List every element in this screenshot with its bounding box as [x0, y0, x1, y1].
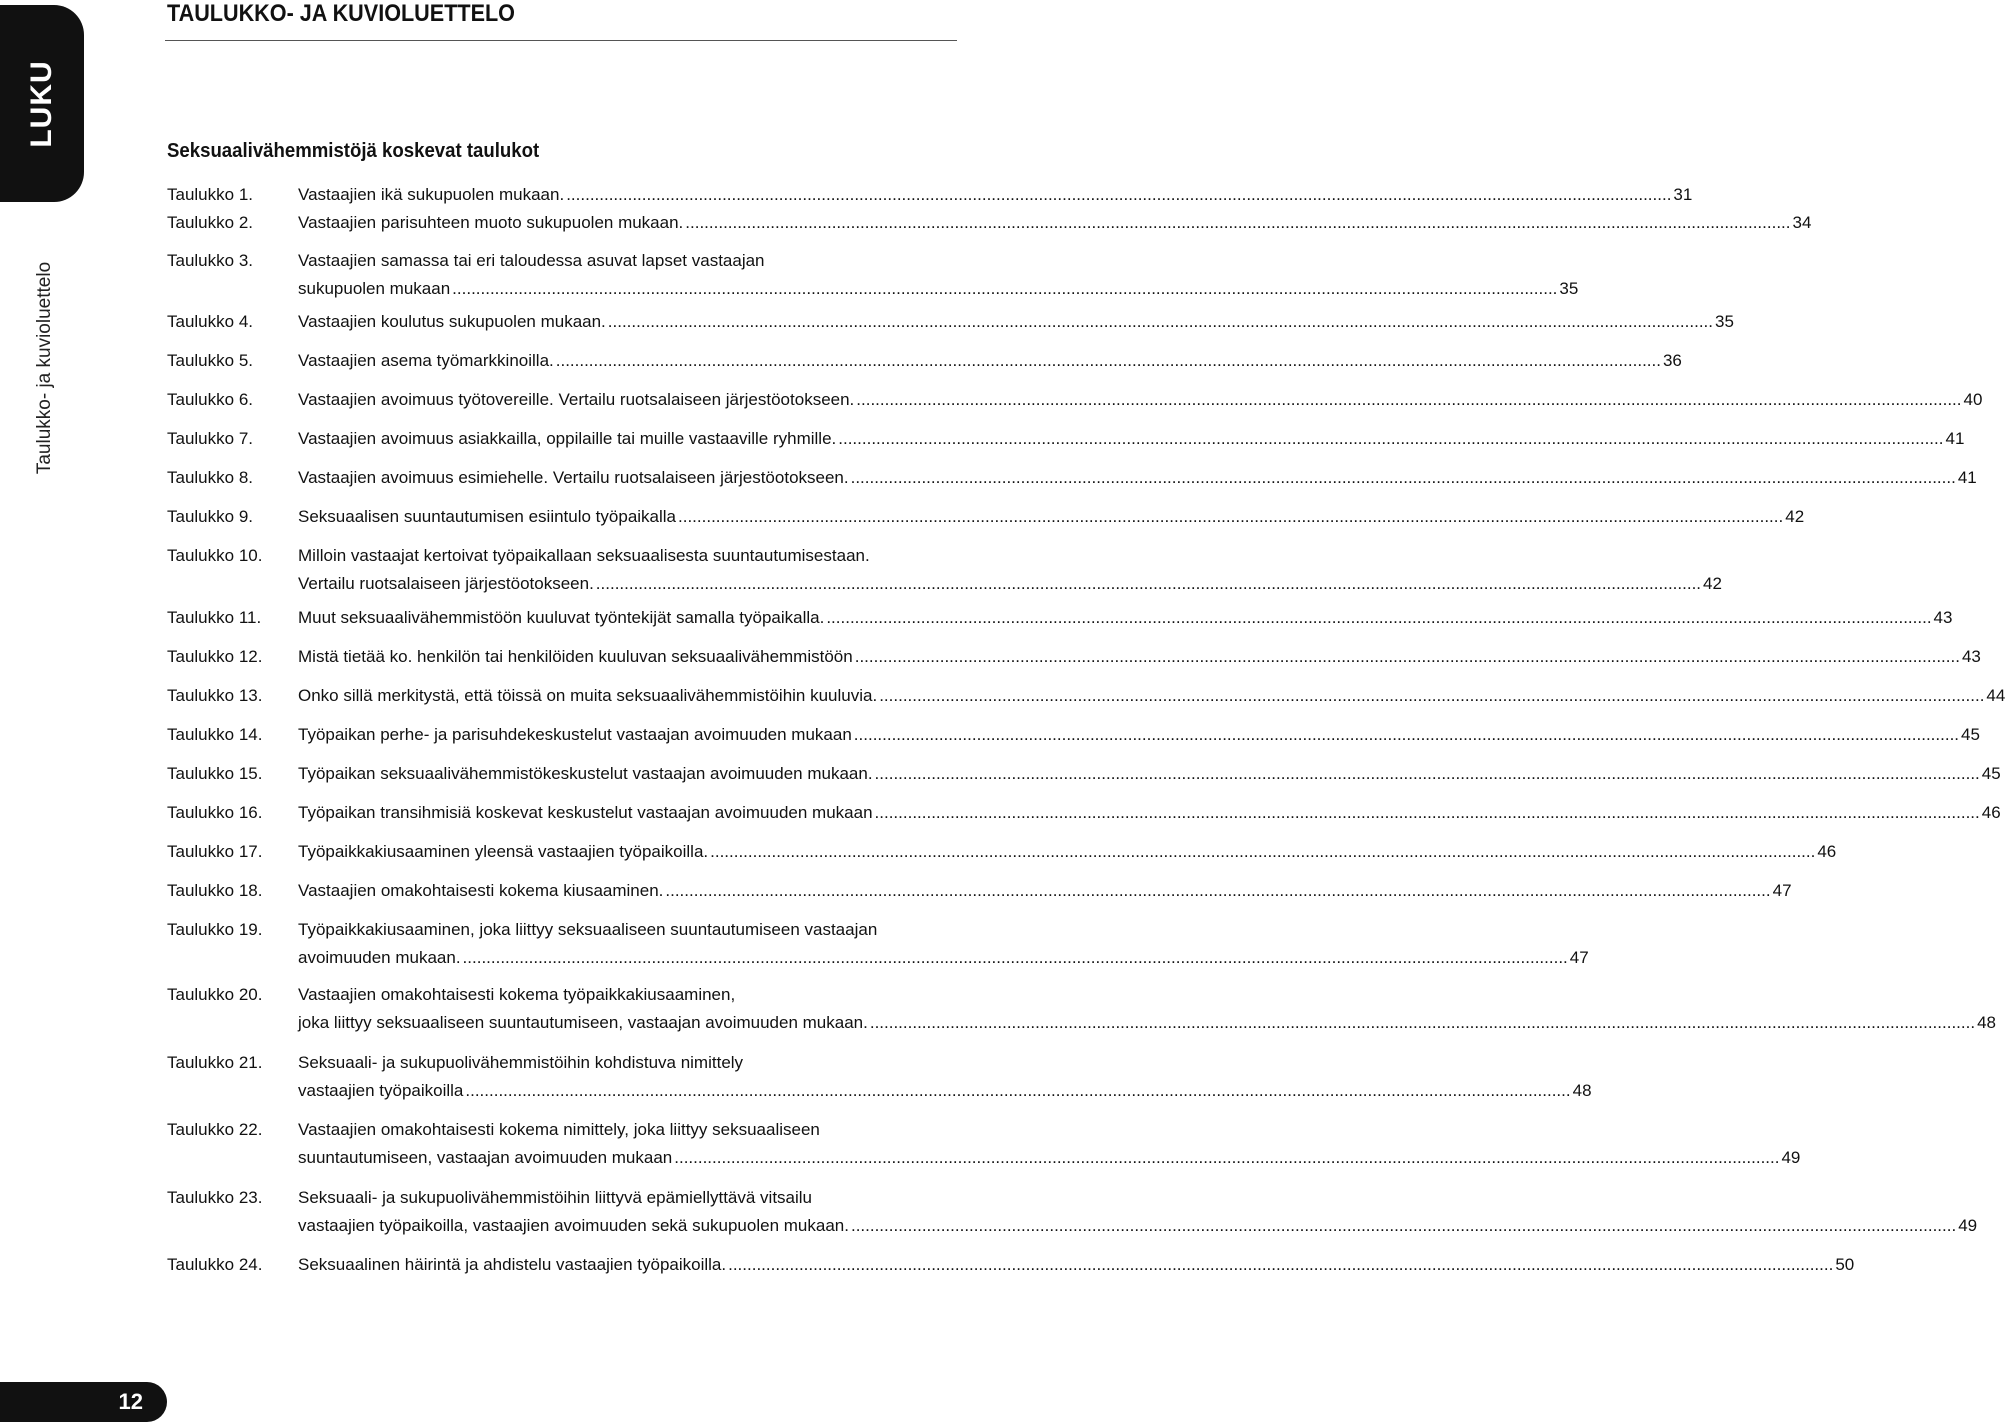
toc-entry-page: 48	[1977, 1013, 1996, 1032]
toc-entry-title: avoimuuden mukaan.	[298, 948, 461, 967]
toc-entry-title: Vastaajien avoimuus työtovereille. Vertailu ruotsalaiseen järjestöotokseen.	[298, 390, 855, 409]
toc-entry-number: Taulukko 8.	[167, 468, 253, 487]
toc-entry-page: 35	[1559, 279, 1579, 298]
toc-entry-title: vastaajien työpaikoilla	[298, 1081, 464, 1100]
toc-leader-dots	[674, 1144, 1779, 1172]
toc-entry-page: 43	[1933, 608, 1953, 627]
toc-entry-number: Taulukko 14.	[167, 725, 263, 744]
toc-entry-title: Vertailu ruotsalaiseen järjestöotokseen.	[298, 574, 594, 593]
toc-entry-line	[298, 1184, 955, 1212]
toc-entry	[167, 1049, 1592, 1105]
toc-entry-number: Taulukko 17.	[167, 842, 263, 861]
toc-entry-line	[298, 760, 2001, 788]
toc-leader-dots	[855, 643, 1960, 671]
toc-leader-dots	[875, 799, 1980, 827]
toc-entry	[167, 799, 2001, 827]
toc-entry-line	[298, 838, 1837, 866]
toc-entry-number: Taulukko 23.	[167, 1188, 263, 1207]
toc-entry-number: Taulukko 3.	[167, 251, 253, 270]
toc-leader-dots	[596, 570, 1701, 598]
toc-entry-page: 45	[1981, 764, 2001, 783]
toc-entry-number: Taulukko 24.	[167, 1255, 263, 1274]
toc-leader-dots	[465, 1077, 1570, 1105]
toc-entry-page: 43	[1961, 647, 1981, 666]
toc-entry-number: Taulukko 21.	[167, 1053, 263, 1072]
toc-entry-page: 34	[1792, 213, 1812, 232]
page-number-tab	[0, 1382, 167, 1422]
toc-entry-number: Taulukko 18.	[167, 881, 263, 900]
toc-entry-number: Taulukko 22.	[167, 1120, 263, 1139]
toc-entry	[167, 247, 1579, 303]
toc-entry-line	[298, 981, 955, 1009]
toc-entry	[167, 682, 2005, 710]
toc-entry-title: Seksuaalinen häirintä ja ahdistelu vastaajien työpaikoilla.	[298, 1255, 727, 1274]
toc-entry-title: Työpaikan seksuaalivähemmistökeskustelut vastaajan avoimuuden mukaan.	[298, 764, 873, 783]
toc-entry-title: Muut seksuaalivähemmistöön kuuluvat työntekijät samalla työpaikalla.	[298, 608, 825, 627]
toc-entry-title: sukupuolen mukaan	[298, 279, 451, 298]
toc-entry-line	[298, 1049, 955, 1077]
toc-entry-page: 42	[1703, 574, 1722, 593]
toc-entry-title: suuntautumiseen, vastaajan avoimuuden mukaan	[298, 1148, 673, 1167]
toc-entry-title: Vastaajien parisuhteen muoto sukupuolen mukaan.	[298, 213, 684, 232]
toc-entry-title: Vastaajien omakohtaisesti kokema työpaikkakiusaaminen,	[298, 985, 736, 1004]
toc-leader-dots	[838, 425, 1943, 453]
toc-leader-dots	[851, 464, 1956, 492]
toc-entry	[167, 347, 1682, 375]
toc-leader-dots	[685, 209, 1790, 237]
toc-entry-page: 44	[1986, 686, 2005, 705]
toc-entry-title: Vastaajien omakohtaisesti kokema nimittely, joka liittyy seksuaaliseen	[298, 1120, 820, 1139]
toc-entry-title: Vastaajien avoimuus asiakkailla, oppilaille tai muille vastaaville ryhmille.	[298, 429, 837, 448]
toc-leader-dots	[678, 503, 1783, 531]
toc-entry-line	[298, 1251, 1855, 1279]
toc-leader-dots	[566, 181, 1671, 209]
toc-entry-title: Vastaajien koulutus sukupuolen mukaan.	[298, 312, 606, 331]
toc-entry-line	[298, 275, 1579, 303]
toc-entry-line	[298, 181, 1693, 209]
toc-entry-line	[298, 503, 1805, 531]
toc-entry-line	[298, 464, 1977, 492]
toc-entry	[167, 643, 1981, 671]
toc-leader-dots	[851, 1212, 1956, 1240]
toc-entry-page: 41	[1945, 429, 1965, 448]
toc-entry-line	[298, 1009, 1996, 1037]
toc-entry	[167, 542, 1722, 598]
toc-entry-title: Vastaajien avoimuus esimiehelle. Vertailu ruotsalaiseen järjestöotokseen.	[298, 468, 849, 487]
toc-entry-number: Taulukko 16.	[167, 803, 263, 822]
toc-entry-title: Milloin vastaajat kertoivat työpaikallaan seksuaalisesta suuntautumisestaan.	[298, 546, 870, 565]
toc-entry-title: Vastaajien omakohtaisesti kokema kiusaaminen.	[298, 881, 664, 900]
chapter-tab-label: LUKU	[25, 59, 58, 148]
toc-entry-page: 31	[1673, 185, 1693, 204]
toc-entry	[167, 981, 1996, 1037]
toc-entry-title: Työpaikan transihmisiä koskevat keskustelut vastaajan avoimuuden mukaan	[298, 803, 873, 822]
side-caption: Taulukko- ja kuvioluettelo	[34, 261, 55, 475]
toc-entry-line	[298, 209, 1812, 237]
toc-entry-number: Taulukko 6.	[167, 390, 253, 409]
toc-entry-title: Työpaikkakiusaaminen yleensä vastaajien työpaikoilla.	[298, 842, 709, 861]
toc-entry-number: Taulukko 12.	[167, 647, 263, 666]
toc-entry-line	[298, 308, 1734, 336]
toc-entry-number: Taulukko 5.	[167, 351, 253, 370]
toc-entry-number: Taulukko 9.	[167, 507, 253, 526]
toc-entry-title: Onko sillä merkitystä, että töissä on muita seksuaalivähemmistöihin kuuluvia.	[298, 686, 878, 705]
toc-entry-number: Taulukko 13.	[167, 686, 263, 705]
toc-entry-line	[298, 916, 955, 944]
toc-entry-page: 47	[1569, 948, 1589, 967]
toc-entry-page: 40	[1963, 390, 1983, 409]
toc-entry-page: 50	[1835, 1255, 1855, 1274]
toc-entry-page: 48	[1572, 1081, 1592, 1100]
toc-entry-title: Työpaikkakiusaaminen, joka liittyy seksuaaliseen suuntautumiseen vastaajan	[298, 920, 878, 939]
toc-leader-dots	[608, 308, 1713, 336]
toc-entry-page: 35	[1715, 312, 1734, 331]
toc-entry-line	[298, 1212, 1978, 1240]
toc-entry-page: 42	[1785, 507, 1805, 526]
toc-entry	[167, 308, 1734, 336]
toc-entry-line	[298, 604, 1953, 632]
toc-leader-dots	[826, 604, 1931, 632]
toc-entry	[167, 877, 1792, 905]
toc-entry-page: 46	[1981, 803, 2001, 822]
toc-entry	[167, 464, 1977, 492]
toc-entry-line	[298, 877, 1792, 905]
toc-entry-line	[298, 799, 2001, 827]
toc-entry-title: Vastaajien samassa tai eri taloudessa asuvat lapset vastaajan	[298, 251, 765, 270]
toc-entry	[167, 838, 1837, 866]
toc-leader-dots	[665, 877, 1770, 905]
toc-entry-line	[298, 386, 1983, 414]
toc-leader-dots	[879, 682, 1984, 710]
toc-entry	[167, 721, 1980, 749]
toc-entry-number: Taulukko 11.	[167, 608, 262, 627]
toc-leader-dots	[870, 1009, 1975, 1037]
toc-entry	[167, 181, 1693, 209]
toc-entry-line	[298, 347, 1682, 375]
page-number: 12	[118, 1389, 143, 1414]
toc-entry	[167, 1116, 1801, 1172]
toc-entry-title: Seksuaalisen suuntautumisen esiintulo työpaikalla	[298, 507, 677, 526]
toc-entry-page: 46	[1817, 842, 1837, 861]
toc-entry-title: Seksuaali- ja sukupuolivähemmistöihin liittyvä epämiellyttävä vitsailu	[298, 1188, 813, 1207]
toc-entry-line	[298, 682, 2005, 710]
toc-entry-title: Työpaikan perhe- ja parisuhdekeskustelut vastaajan avoimuuden mukaan	[298, 725, 852, 744]
page-title: TAULUKKO- JA KUVIOLUETTELO	[167, 0, 515, 27]
toc-entry-number: Taulukko 1.	[167, 185, 253, 204]
section-heading: Seksuaalivähemmistöjä koskevat taulukot	[167, 140, 540, 162]
toc-entry	[167, 209, 1812, 237]
toc-entry	[167, 503, 1805, 531]
toc-entry-number: Taulukko 10.	[167, 546, 263, 565]
toc-entry-title: Seksuaali- ja sukupuolivähemmistöihin kohdistuva nimittely	[298, 1053, 744, 1072]
toc-entry-number: Taulukko 15.	[167, 764, 263, 783]
toc-entry	[167, 386, 1983, 414]
toc-entry-page: 47	[1772, 881, 1792, 900]
toc-entry	[167, 916, 1589, 972]
toc-entry-line	[298, 1077, 1592, 1105]
toc-entry-line	[298, 247, 955, 275]
chapter-tab	[0, 5, 84, 202]
toc-entry-page: 45	[1961, 725, 1980, 744]
toc-entry-line	[298, 425, 1965, 453]
toc-leader-dots	[463, 944, 1568, 972]
toc-entry	[167, 1184, 1978, 1240]
header-rule	[165, 40, 957, 41]
toc-leader-dots	[856, 386, 1961, 414]
toc-leader-dots	[710, 838, 1815, 866]
toc-entry-page: 49	[1781, 1148, 1801, 1167]
toc-entry-number: Taulukko 2.	[167, 213, 253, 232]
toc-entry	[167, 604, 1953, 632]
toc-entry	[167, 760, 2001, 788]
toc-leader-dots	[875, 760, 1980, 788]
toc-entry	[167, 1251, 1855, 1279]
toc-leader-dots	[452, 275, 1557, 303]
toc-entry-title: joka liittyy seksuaaliseen suuntautumiseen, vastaajan avoimuuden mukaan.	[298, 1013, 868, 1032]
toc-entry-number: Taulukko 7.	[167, 429, 253, 448]
toc-entry-line	[298, 1116, 955, 1144]
toc-entry-title: Mistä tietää ko. henkilön tai henkilöiden kuuluvan seksuaalivähemmistöön	[298, 647, 853, 666]
toc-entry-page: 41	[1957, 468, 1977, 487]
toc-entry-number: Taulukko 20.	[167, 985, 263, 1004]
toc-entry-line	[298, 570, 1722, 598]
toc-entry-title: Vastaajien asema työmarkkinoilla.	[298, 351, 554, 370]
toc-entry-line	[298, 643, 1981, 671]
toc-entry-page: 36	[1662, 351, 1682, 370]
toc-leader-dots	[728, 1251, 1833, 1279]
toc-entry-line	[298, 721, 1980, 749]
toc-entry-line	[298, 944, 1589, 972]
toc-entry-page: 49	[1958, 1216, 1978, 1235]
toc-entry-title: vastaajien työpaikoilla, vastaajien avoimuuden sekä sukupuolen mukaan.	[298, 1216, 849, 1235]
toc-entry-number: Taulukko 19.	[167, 920, 263, 939]
toc-entry-number: Taulukko 4.	[167, 312, 253, 331]
toc-entry-line	[298, 542, 955, 570]
toc-entry-line	[298, 1144, 1801, 1172]
toc-leader-dots	[556, 347, 1661, 375]
toc-entry	[167, 425, 1965, 453]
toc-leader-dots	[854, 721, 1959, 749]
toc-entry-title: Vastaajien ikä sukupuolen mukaan.	[298, 185, 565, 204]
